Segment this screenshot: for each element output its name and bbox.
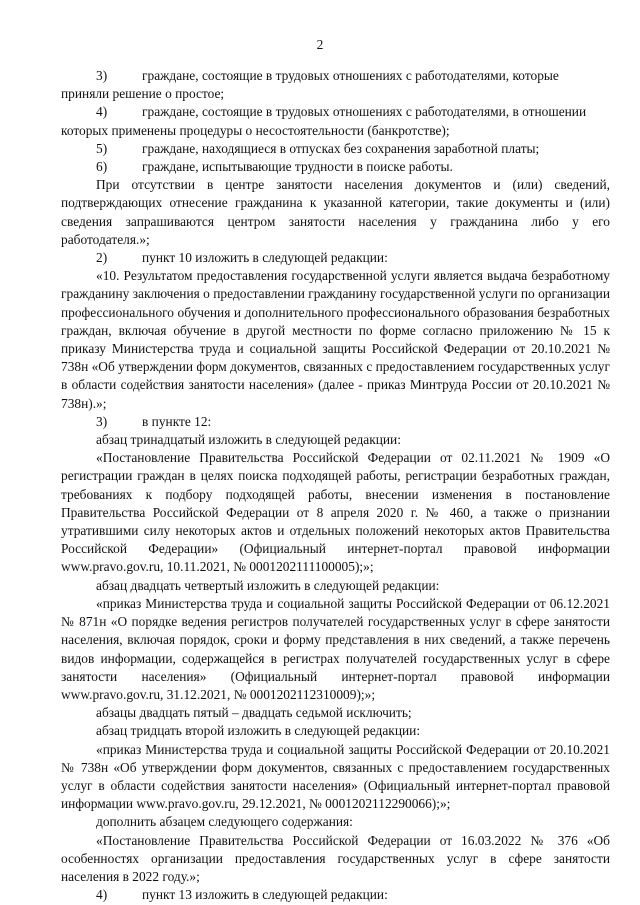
item-text: граждане, испытывающие трудности в поиске работы. [142,159,453,175]
paragraph: абзац двадцать четвертый изложить в следующей редакции: [96,577,440,593]
item-text: пункт 13 изложить в следующей редакции: [142,887,388,903]
item-number: 6) [96,159,108,175]
paragraph: «Постановление Правительства Российской Федерации от 02.11.2021 № 1909 «О регистрации граждан в целях поиска подходящей работы, регистрации безработных граждан, требованиях к подбору подходящей работы, внесении изменения в постановление Правительства Российской Федерации от 8 апреля 2020 г. № 460, а также о признании утратившими силу некоторых актов и отдельных положений некоторых актов Правительства Российской Федерации» (Официальный интернет-портал правовой информации www.pravo.gov.ru, 10.11.2021, № 0001202111100005);»; [61,450,610,575]
paragraph: абзацы двадцать пятый – двадцать седьмой исключить; [96,705,412,721]
item-number: 3) [96,68,108,83]
item-number: 5) [96,140,108,156]
item-number: 4) [96,104,108,120]
document-body [61,67,610,904]
list-item [61,413,610,431]
page-number: 2 [316,37,324,52]
item-text: граждане, состоящие в трудовых отношениях с работодателями, которые [142,68,559,83]
list-item [61,140,610,158]
list-item [61,886,610,904]
item-text: граждане, находящиеся в отпусках без сохранения заработной платы; [142,140,540,156]
item-text: граждане, состоящие в трудовых отношениях с работодателями, в отношении [142,104,587,120]
item-number: 3) [96,413,108,429]
paragraph: «приказ Министерства труда и социальной защиты Российской Федерации от 20.10.2021 № 738н «Об утверждении форм документов, связанных с предоставлением государственных услуг в области содействия занятости населения» (Официальный интернет-портал правовой информации www.pravo.gov.ru, 29.12.2021, № 0001202112290066);»; [61,741,610,812]
item-number: 2) [96,250,108,266]
list-item [61,249,610,267]
paragraph: «Постановление Правительства Российской Федерации от 16.03.2022 № 376 «Об особенностях организации предоставления государственных услуг в сфере занятости населения в 2022 году.»; [61,832,610,884]
paragraph: абзац тридцать второй изложить в следующей редакции: [96,723,421,739]
list-item [61,67,610,85]
paragraph: «10. Результатом предоставления государственной услуги является выдача безработному гражданину заключения о предоставлении гражданину государственной услуги по организации профессионального обучения и дополнительного профессионального образования безработных граждан, включая обучение в другой местности по форме согласно приложению № 15 к приказу Министерства труда и социальной защиты Российской Федерации от 20.10.2021 № 738н «Об утверждении форм документов, связанных с предоставлением государственных услуг в области содействия занятости населения» (далее - приказ Минтруда России от 20.10.2021 № 738н).»; [61,268,610,411]
list-item [61,158,610,176]
paragraph: дополнить абзацем следующего содержания: [96,814,353,830]
paragraph-continuation: приняли решение о простое; [61,86,225,102]
paragraph: «приказ Министерства труда и социальной защиты Российской Федерации от 06.12.2021 № 871н «О порядке ведения регистров получателей государственных услуг в сфере занятости населения, включая порядок, сроки и форму представления в них сведений, а также перечень видов информации, содержащейся в регистрах получателей государственных услуг в сфере занятости населения» (Официальный интернет-портал правовой информации www.pravo.gov.ru, 31.12.2021, № 0001202112310009);»; [61,595,610,702]
item-text: в пункте 12: [142,413,212,429]
item-text: пункт 10 изложить в следующей редакции: [142,250,388,266]
item-number: 4) [96,887,108,903]
paragraph: абзац тринадцатый изложить в следующей редакции: [96,432,401,448]
paragraph-continuation: которых применены процедуры о несостоятельности (банкротстве); [61,122,450,138]
paragraph: При отсутствии в центре занятости населения документов и (или) сведений, подтверждающих отнесение гражданина к указанной категории, такие документы и (или) сведения запрашиваются центром занятости населения у гражданина либо у его работодателя.»; [61,177,610,247]
list-item [61,103,610,121]
